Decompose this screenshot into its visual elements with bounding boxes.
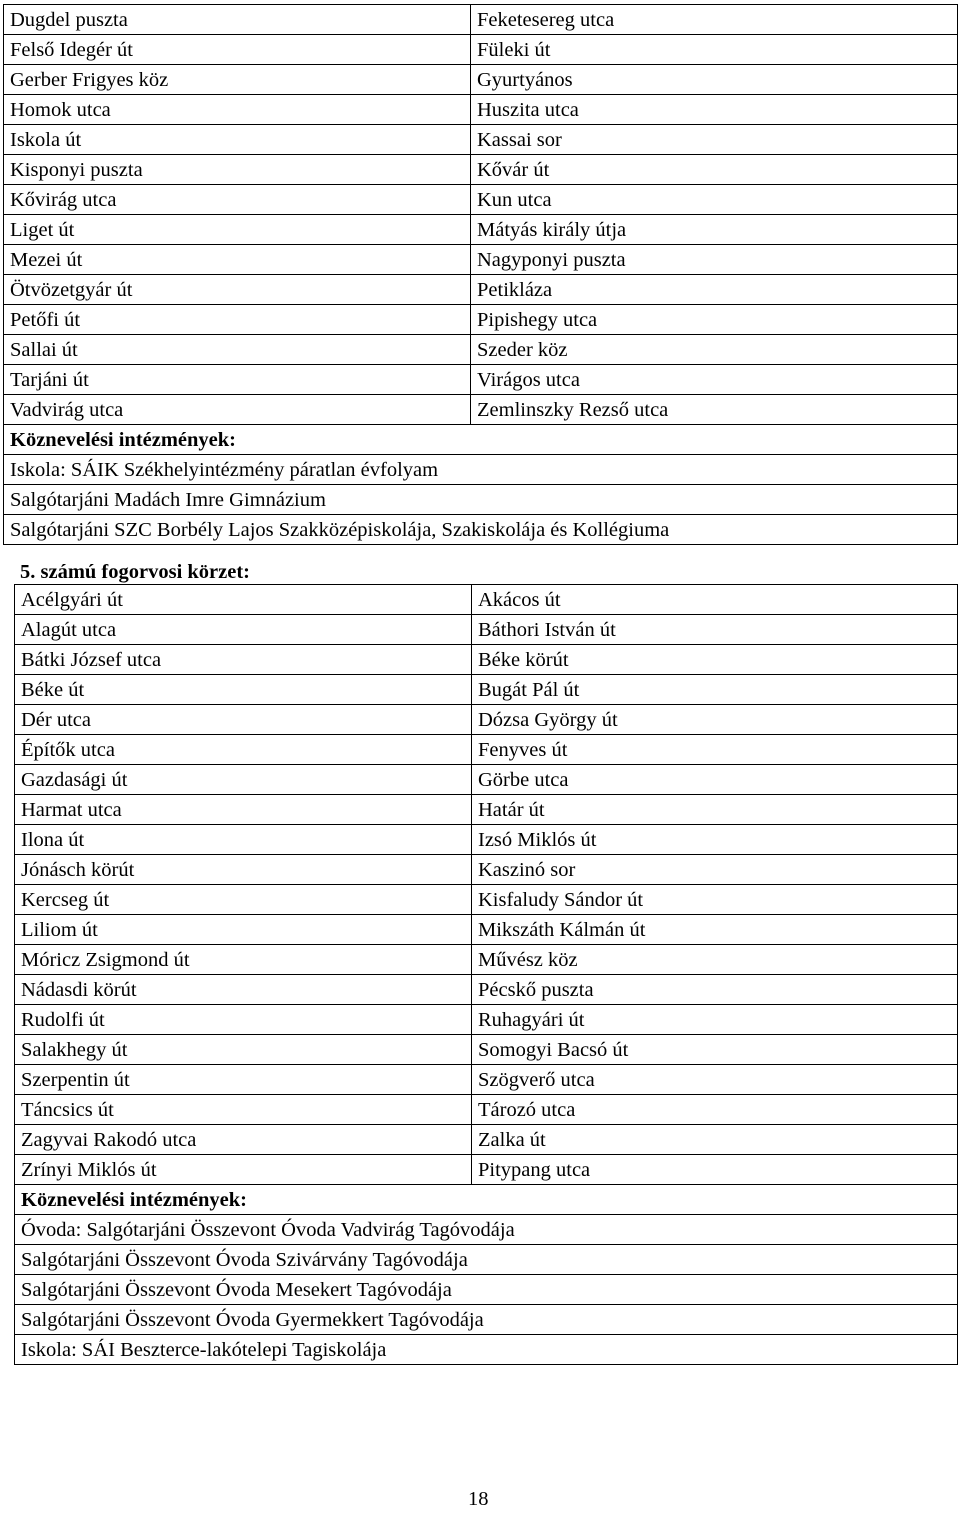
street-name-right: Kaszinó sor (472, 855, 958, 885)
street-row (4, 5, 958, 35)
street-row (4, 305, 958, 335)
street-name-right: Pitypang utca (472, 1155, 958, 1185)
street-row (15, 1065, 958, 1095)
street-name-left: Kisponyi puszta (4, 155, 471, 185)
street-name-left: Harmat utca (15, 795, 472, 825)
street-name-right: Művész köz (472, 945, 958, 975)
street-row (15, 765, 958, 795)
institution-name: Iskola: SÁIK Székhelyintézmény páratlan évfolyam (4, 455, 958, 485)
institution-name: Iskola: SÁI Beszterce-lakótelepi Tagiskolája (15, 1335, 958, 1365)
street-name-right: Fenyves út (472, 735, 958, 765)
street-row (4, 395, 958, 425)
street-name-left: Zrínyi Miklós út (15, 1155, 472, 1185)
street-name-right: Somogyi Bacsó út (472, 1035, 958, 1065)
street-name-left: Liliom út (15, 915, 472, 945)
street-name-right: Kun utca (471, 185, 958, 215)
institution-name: Salgótarjáni Madách Imre Gimnázium (4, 485, 958, 515)
street-name-right: Tározó utca (472, 1095, 958, 1125)
street-name-right: Virágos utca (471, 365, 958, 395)
street-name-left: Rudolfi út (15, 1005, 472, 1035)
street-name-left: Bátki József utca (15, 645, 472, 675)
street-row (4, 245, 958, 275)
street-name-left: Dér utca (15, 705, 472, 735)
street-row (15, 975, 958, 1005)
street-name-right: Görbe utca (472, 765, 958, 795)
street-row (15, 1125, 958, 1155)
street-name-left: Kercseg út (15, 885, 472, 915)
street-row (15, 1035, 958, 1065)
street-name-left: Acélgyári út (15, 585, 472, 615)
street-table-body (4, 5, 958, 545)
institution-row (15, 1275, 958, 1305)
street-name-left: Alagút utca (15, 615, 472, 645)
institution-row (15, 1335, 958, 1365)
street-name-right: Akácos út (472, 585, 958, 615)
institution-row (15, 1305, 958, 1335)
street-name-left: Dugdel puszta (4, 5, 471, 35)
street-name-right: Huszita utca (471, 95, 958, 125)
section-title: 5. számú fogorvosi körzet: (20, 561, 251, 583)
street-name-left: Sallai út (4, 335, 471, 365)
street-name-left: Móricz Zsigmond út (15, 945, 472, 975)
street-name-left: Homok utca (4, 95, 471, 125)
street-name-right: Pécskő puszta (472, 975, 958, 1005)
street-name-right: Határ út (472, 795, 958, 825)
street-name-right: Kisfaludy Sándor út (472, 885, 958, 915)
institution-row (4, 455, 958, 485)
street-name-right: Zemlinszky Rezső utca (471, 395, 958, 425)
street-row (4, 365, 958, 395)
street-row (4, 335, 958, 365)
street-name-left: Építők utca (15, 735, 472, 765)
institutions-heading-row (4, 425, 958, 455)
street-name-right: Gyurtyános (471, 65, 958, 95)
street-name-right: Szeder köz (471, 335, 958, 365)
street-row (4, 125, 958, 155)
street-name-left: Nádasdi körút (15, 975, 472, 1005)
street-name-right: Báthori István út (472, 615, 958, 645)
street-name-right: Dózsa György út (472, 705, 958, 735)
street-name-left: Gerber Frigyes köz (4, 65, 471, 95)
institution-row (4, 515, 958, 545)
street-row (4, 215, 958, 245)
institution-name: Salgótarjáni Összevont Óvoda Mesekert Tagóvodája (15, 1275, 958, 1305)
street-table-body (15, 585, 958, 1365)
street-name-left: Kővirág utca (4, 185, 471, 215)
institution-name: Óvoda: Salgótarjáni Összevont Óvoda Vadvirág Tagóvodája (15, 1215, 958, 1245)
street-name-left: Szerpentin út (15, 1065, 472, 1095)
street-name-left: Liget út (4, 215, 471, 245)
street-table-section-1 (3, 4, 958, 545)
street-name-left: Zagyvai Rakodó utca (15, 1125, 472, 1155)
street-name-right: Mikszáth Kálmán út (472, 915, 958, 945)
street-row (15, 645, 958, 675)
street-row (15, 735, 958, 765)
institution-row (15, 1245, 958, 1275)
street-name-right: Béke körút (472, 645, 958, 675)
street-row (4, 95, 958, 125)
street-name-right: Izsó Miklós út (472, 825, 958, 855)
street-name-right: Zalka út (472, 1125, 958, 1155)
street-name-left: Iskola út (4, 125, 471, 155)
street-name-right: Kővár út (471, 155, 958, 185)
street-name-left: Vadvirág utca (4, 395, 471, 425)
street-row (4, 155, 958, 185)
street-name-right: Feketesereg utca (471, 5, 958, 35)
institution-row (4, 485, 958, 515)
street-name-right: Pipishegy utca (471, 305, 958, 335)
street-row (15, 1095, 958, 1125)
street-name-left: Mezei út (4, 245, 471, 275)
street-row (4, 35, 958, 65)
street-name-right: Ruhagyári út (472, 1005, 958, 1035)
street-name-left: Felső Idegér út (4, 35, 471, 65)
institution-name: Salgótarjáni Összevont Óvoda Gyermekkert Tagóvodája (15, 1305, 958, 1335)
institution-row (15, 1215, 958, 1245)
street-row (15, 795, 958, 825)
street-name-left: Tarjáni út (4, 365, 471, 395)
street-table-section-2 (14, 584, 958, 1365)
street-name-right: Bugát Pál út (472, 675, 958, 705)
street-row (15, 585, 958, 615)
street-row (15, 855, 958, 885)
street-row (15, 825, 958, 855)
street-name-left: Béke út (15, 675, 472, 705)
street-name-left: Ilona út (15, 825, 472, 855)
street-name-right: Füleki út (471, 35, 958, 65)
page-number: 18 (468, 1488, 489, 1510)
street-name-left: Petőfi út (4, 305, 471, 335)
street-name-left: Ötvözetgyár út (4, 275, 471, 305)
street-row (15, 1005, 958, 1035)
street-row (15, 915, 958, 945)
street-row (15, 945, 958, 975)
street-row (15, 705, 958, 735)
street-name-left: Gazdasági út (15, 765, 472, 795)
street-name-left: Jónásch körút (15, 855, 472, 885)
street-name-right: Nagyponyi puszta (471, 245, 958, 275)
street-row (15, 615, 958, 645)
street-name-right: Petikláza (471, 275, 958, 305)
institution-name: Salgótarjáni Összevont Óvoda Szivárvány Tagóvodája (15, 1245, 958, 1275)
street-row (4, 65, 958, 95)
street-name-left: Salakhegy út (15, 1035, 472, 1065)
institutions-heading-row (15, 1185, 958, 1215)
institutions-heading: Köznevelési intézmények: (15, 1185, 958, 1215)
street-row (4, 275, 958, 305)
institution-name: Salgótarjáni SZC Borbély Lajos Szakközépiskolája, Szakiskolája és Kollégiuma (4, 515, 958, 545)
street-name-right: Kassai sor (471, 125, 958, 155)
street-row (15, 675, 958, 705)
street-name-right: Mátyás király útja (471, 215, 958, 245)
street-name-right: Szögverő utca (472, 1065, 958, 1095)
street-row (15, 885, 958, 915)
street-row (4, 185, 958, 215)
street-row (15, 1155, 958, 1185)
street-name-left: Táncsics út (15, 1095, 472, 1125)
institutions-heading: Köznevelési intézmények: (4, 425, 958, 455)
